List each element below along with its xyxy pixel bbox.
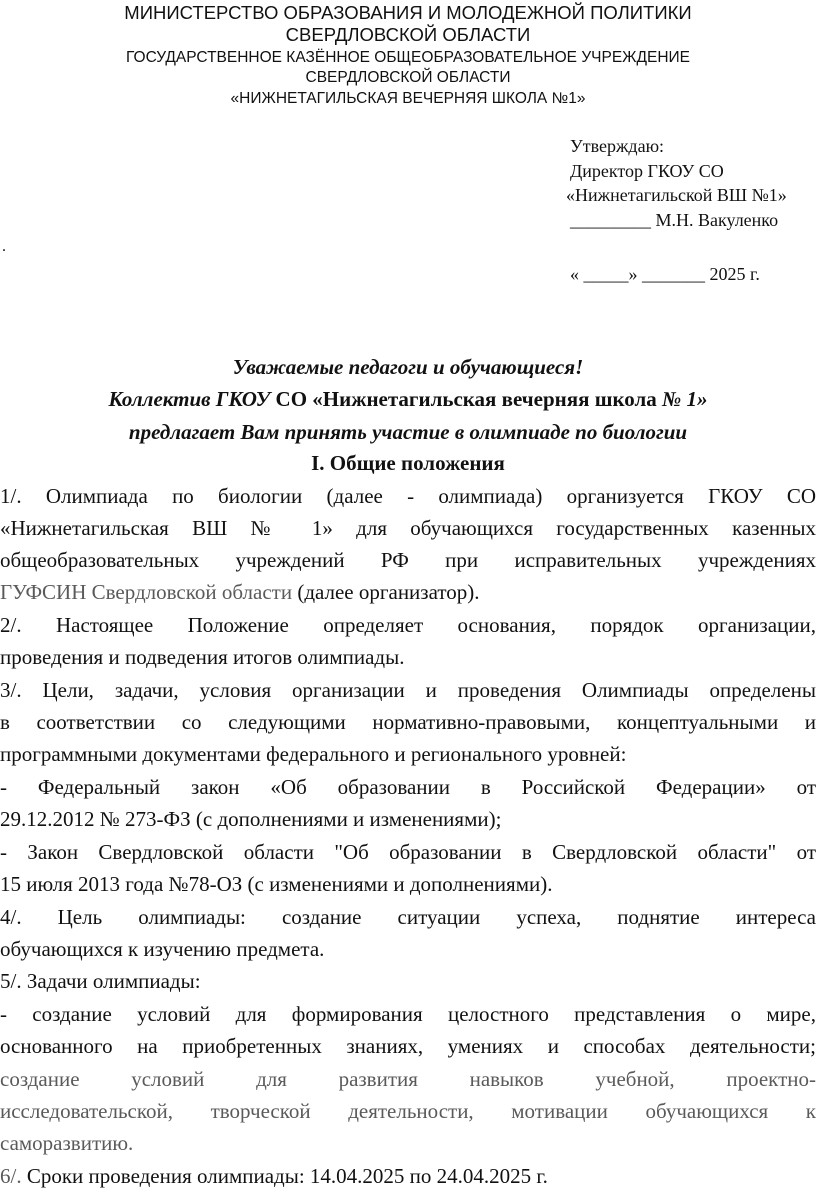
- p4-line2: обучающихся к изучению предмета.: [0, 937, 325, 961]
- region-line: СВЕРДЛОВСКОЙ ОБЛАСТИ: [285, 24, 531, 45]
- p3-line7: 15 июля 2013 года №78-ОЗ (с изменениями и дополнениями).: [0, 872, 553, 896]
- institution-region-line: СВЕРДЛОВСКОЙ ОБЛАСТИ: [305, 69, 511, 86]
- gufsin-text: ГУФСИН Свердловской области: [0, 580, 293, 604]
- p3-line3: программными документами федерального и регионального уровней:: [0, 742, 627, 766]
- school-name-line: «НИЖНЕТАГИЛЬСКАЯ ВЕЧЕРНЯЯ ШКОЛА №1»: [230, 90, 586, 107]
- p3-line5: 29.12.2012 № 273-ФЗ (с дополнениями и изменениями);: [0, 807, 502, 831]
- p3-line4: - Федеральный закон «Об образовании в Российской Федерации» от: [0, 775, 816, 799]
- collective-line: [0, 387, 816, 412]
- p3-line2: в соответствии со следующими нормативно-правовыми, концептуальными и: [0, 710, 816, 734]
- institution-line: ГОСУДАРСТВЕННОЕ КАЗЁННОЕ ОБЩЕОБРАЗОВАТЕЛЬНОЕ УЧРЕЖДЕНИЕ: [125, 49, 691, 66]
- p5-line2: - создание условий для формирования целостного представления о мире,: [0, 1002, 816, 1026]
- collective-number: № 1»: [662, 387, 708, 411]
- p4-line1: 4/. Цель олимпиады: создание ситуации успеха, поднятие интереса: [0, 905, 816, 929]
- approval-title: Утверждаю:: [570, 136, 665, 156]
- p3-line6: - Закон Свердловской области "Об образовании в Свердловской области" от: [0, 840, 816, 864]
- collective-prefix: Коллектив ГКОУ: [108, 387, 276, 411]
- p3-line1: 3/. Цели, задачи, условия организации и проведения Олимпиады определены: [0, 678, 816, 702]
- approval-position: Директор ГКОУ СО: [570, 161, 724, 181]
- approval-school: «Нижнетагильской ВШ №1»: [566, 185, 787, 205]
- greeting-title: Уважаемые педагоги и обучающиеся!: [232, 355, 584, 379]
- p1-line3: общеобразовательных учреждений РФ при исправительных учреждениях: [0, 548, 816, 572]
- p5-line3: основанного на приобретенных знаниях, умениях и способах деятельности;: [0, 1034, 816, 1058]
- stray-dot: .: [2, 238, 6, 255]
- p2-line2: проведения и подведения итогов олимпиады.: [0, 645, 405, 669]
- p5-line5: исследовательской, творческой деятельности, мотивации обучающихся к: [0, 1099, 816, 1123]
- section-heading: I. Общие положения: [311, 451, 505, 475]
- p6-number: 6/.: [0, 1164, 27, 1188]
- p5-line6: саморазвитию.: [0, 1131, 134, 1155]
- p5-line4: создание условий для развития навыков учебной, проектно-: [0, 1067, 816, 1091]
- approval-date: « _____» _______ 2025 г.: [570, 264, 760, 284]
- approval-signature: _________ М.Н. Вакуленко: [570, 210, 779, 230]
- p1-line2: «Нижнетагильская ВШ № 1» для обучающихся государственных казенных: [0, 516, 816, 540]
- p2-line1: 2/. Настоящее Положение определяет основания, порядок организации,: [0, 613, 816, 637]
- organizer-note: (далее организатор).: [292, 580, 480, 604]
- collective-school: СО «Нижнетагильская вечерняя школа: [275, 387, 663, 411]
- invitation-line: предлагает Вам принять участие в олимпиаде по биологии: [128, 420, 688, 444]
- p6-line1: [0, 1162, 816, 1190]
- p1-line1: 1/. Олимпиада по биологии (далее - олимпиада) организуется ГКОУ СО: [0, 484, 816, 508]
- ministry-line: МИНИСТЕРСТВО ОБРАЗОВАНИЯ И МОЛОДЕЖНОЙ ПОЛИТИКИ: [124, 2, 692, 23]
- p5-line1: 5/. Задачи олимпиады:: [0, 969, 201, 993]
- p1-line4: [0, 578, 816, 606]
- p6-dates: Сроки проведения олимпиады: 14.04.2025 по 24.04.2025 г.: [26, 1164, 548, 1188]
